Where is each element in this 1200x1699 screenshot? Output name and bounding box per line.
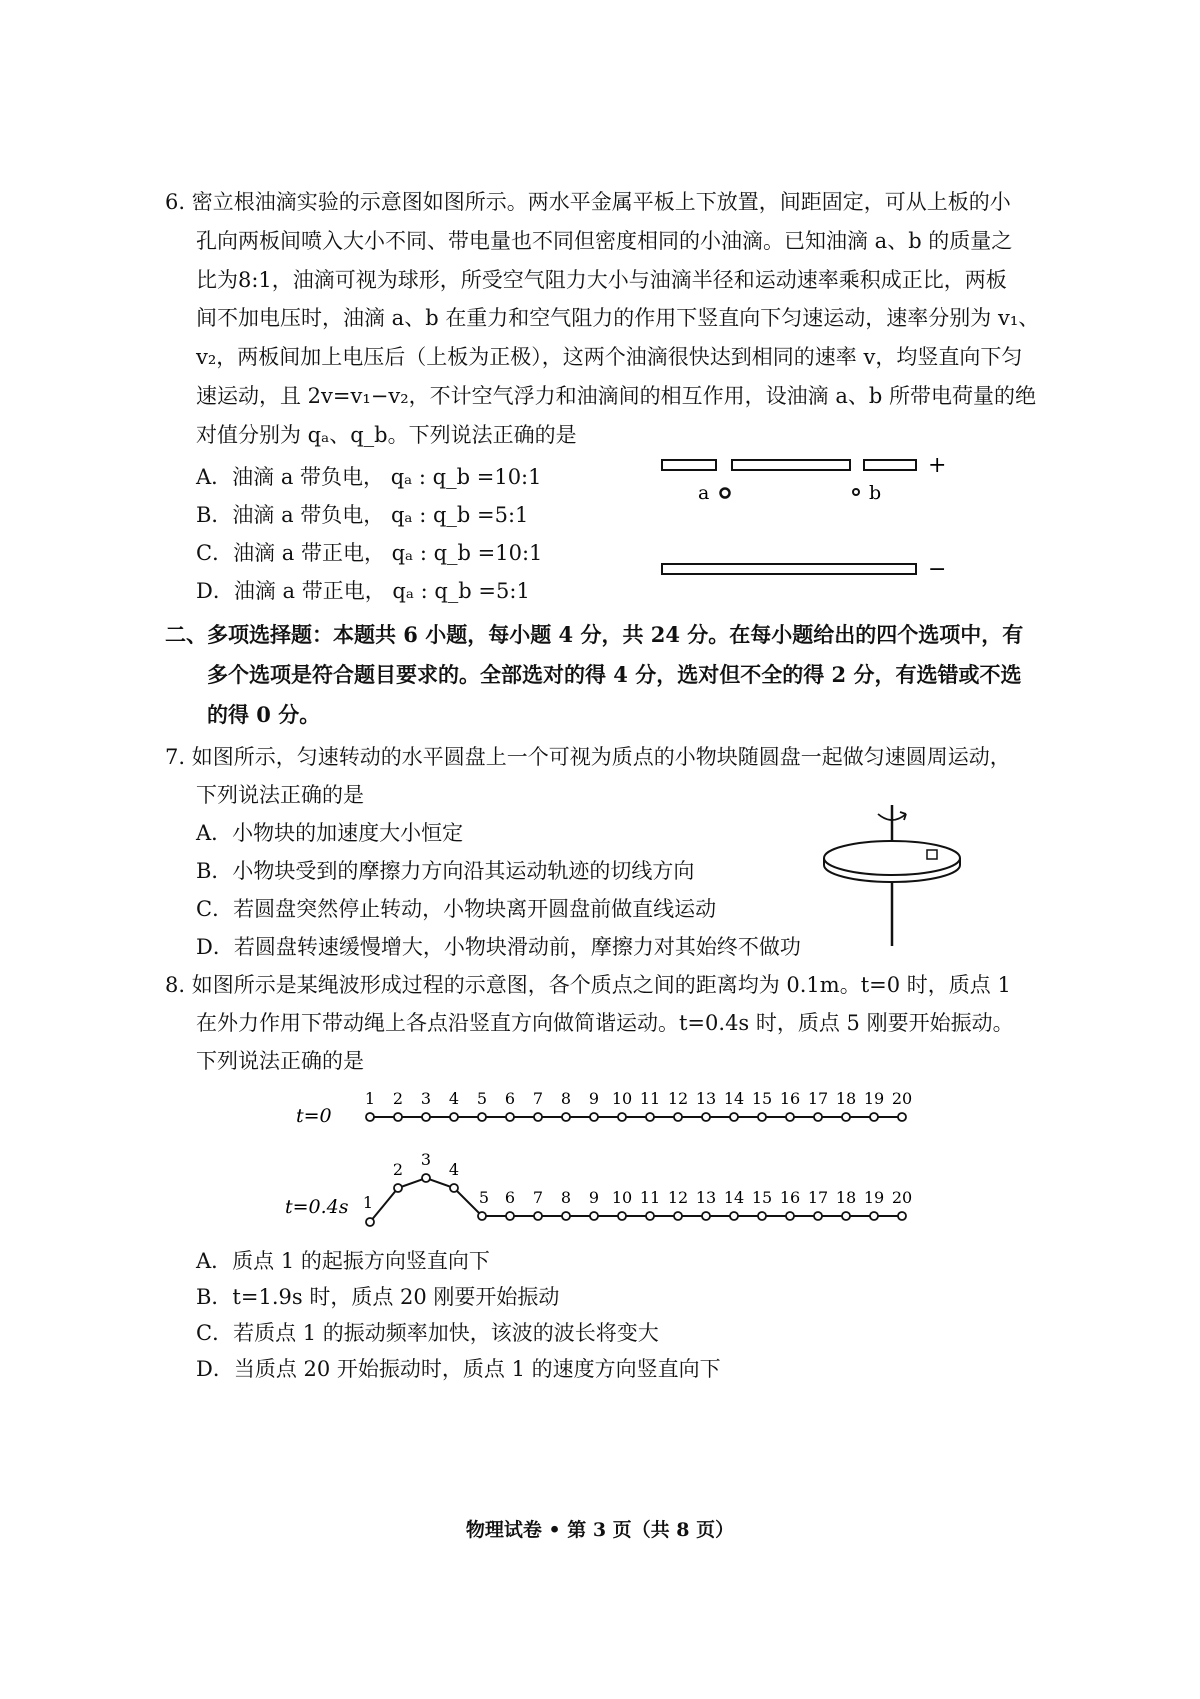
point-label-t0: 16 — [779, 1089, 801, 1108]
point-label-t04: 4 — [448, 1160, 460, 1179]
q8-line-1: 8. 如图所示是某绳波形成过程的示意图，各个质点之间的距离均为 0.1m。t=0 时，质点 1 — [165, 973, 1011, 997]
point-label-t0: 15 — [751, 1089, 773, 1108]
q6-option-b: B．油滴 a 带负电， qₐ : q_b =5:1 — [196, 503, 529, 527]
q6-option-c: C．油滴 a 带正电， qₐ : q_b =10:1 — [196, 541, 543, 565]
point-label-t04: 2 — [392, 1160, 404, 1179]
rope-point-t04 — [534, 1212, 542, 1220]
rope-point-t0 — [786, 1113, 794, 1121]
rope-row-t04 — [363, 1150, 912, 1226]
minus-sign: − — [928, 557, 947, 582]
rope-point-t04 — [898, 1212, 906, 1220]
point-label-t04: 13 — [695, 1188, 717, 1207]
q6-line-5: v₂，两板间加上电压后（上板为正极），这两个油滴很快达到相同的速率 v，均竖直向下匀 — [196, 345, 1023, 369]
point-label-t04: 10 — [611, 1188, 633, 1207]
point-label-t0: 7 — [532, 1089, 544, 1108]
rope-point-t0 — [562, 1113, 570, 1121]
section2-line-2: 多个选项是符合题目要求的。全部选对的得 4 分，选对但不全的得 2 分，有选错或不选 — [207, 662, 1022, 687]
rope-point-t0 — [534, 1113, 542, 1121]
point-label-t0: 5 — [476, 1089, 488, 1108]
rope-point-t0 — [422, 1113, 430, 1121]
rope-point-t04 — [394, 1184, 402, 1192]
q7-line-2: 下列说法正确的是 — [196, 783, 364, 807]
point-label-t04: 8 — [560, 1188, 572, 1207]
point-label-t04: 14 — [723, 1188, 745, 1207]
point-label-t04: 3 — [420, 1150, 432, 1169]
rope-point-t04 — [674, 1212, 682, 1220]
q8-option-d: D．当质点 20 开始振动时，质点 1 的速度方向竖直向下 — [196, 1357, 721, 1381]
point-label-t04: 18 — [835, 1188, 857, 1207]
q6-line-4: 间不加电压时，油滴 a、b 在重力和空气阻力的作用下竖直向下匀速运动，速率分别为 v₁、 — [196, 306, 1040, 330]
section2-line-1: 二、多项选择题：本题共 6 小题，每小题 4 分，共 24 分。在每小题给出的四个选项中，有 — [165, 622, 1024, 647]
point-label-t0: 10 — [611, 1089, 633, 1108]
rope-point-t04 — [450, 1184, 458, 1192]
rope-point-t04 — [562, 1212, 570, 1220]
row-t0-label: t=0 — [296, 1105, 332, 1127]
point-label-t0: 14 — [723, 1089, 745, 1108]
rope-point-t0 — [842, 1113, 850, 1121]
rope-point-t04 — [366, 1218, 374, 1226]
point-label-t0: 2 — [392, 1089, 404, 1108]
rope-point-t04 — [842, 1212, 850, 1220]
point-label-t0: 3 — [420, 1089, 432, 1108]
q7-option-b: B．小物块受到的摩擦力方向沿其运动轨迹的切线方向 — [196, 859, 695, 883]
point-label-t04: 16 — [779, 1188, 801, 1207]
rope-point-t04 — [618, 1212, 626, 1220]
rope-point-t04 — [758, 1212, 766, 1220]
rope-point-t0 — [730, 1113, 738, 1121]
point-label-t04: 20 — [891, 1188, 913, 1207]
plus-sign: + — [928, 453, 947, 478]
point-label-t0: 20 — [891, 1089, 913, 1108]
point-label-t04: 11 — [639, 1188, 661, 1207]
point-label-t04: 19 — [863, 1188, 885, 1207]
rope-point-t0 — [450, 1113, 458, 1121]
point-label-t0: 19 — [863, 1089, 885, 1108]
rope-point-t04 — [506, 1212, 514, 1220]
q6-option-a: A．油滴 a 带负电， qₐ : q_b =10:1 — [196, 465, 542, 489]
section2-line-3: 的得 0 分。 — [207, 702, 321, 727]
point-label-t0: 13 — [695, 1089, 717, 1108]
drop-a-label: a — [698, 482, 710, 504]
rope-point-t04 — [814, 1212, 822, 1220]
rope-point-t0 — [590, 1113, 598, 1121]
q6-option-d: D．油滴 a 带正电， qₐ : q_b =5:1 — [196, 579, 530, 603]
rope-point-t0 — [870, 1113, 878, 1121]
q6-line-1: 6. 密立根油滴实验的示意图如图所示。两水平金属平板上下放置，间距固定，可从上板的小 — [165, 190, 1011, 214]
q6-line-2: 孔向两板间喷入大小不同、带电量也不同但密度相同的小油滴。已知油滴 a、b 的质量之 — [196, 229, 1013, 253]
rope-point-t0 — [898, 1113, 906, 1121]
q7-option-c: C．若圆盘突然停止转动，小物块离开圆盘前做直线运动 — [196, 897, 717, 921]
rope-point-t04 — [422, 1174, 430, 1182]
page-footer: 物理试卷 • 第 3 页（共 8 页） — [465, 1519, 735, 1541]
q7-option-d: D．若圆盘转速缓慢增大，小物块滑动前，摩擦力对其始终不做功 — [196, 935, 801, 959]
rope-point-t04 — [870, 1212, 878, 1220]
rope-point-t0 — [702, 1113, 710, 1121]
point-label-t0: 6 — [504, 1089, 516, 1108]
point-label-t0: 18 — [835, 1089, 857, 1108]
rope-point-t0 — [758, 1113, 766, 1121]
q8-line-2: 在外力作用下带动绳上各点沿竖直方向做简谐运动。t=0.4s 时，质点 5 刚要开始振动。 — [196, 1011, 1014, 1035]
point-label-t0: 11 — [639, 1089, 661, 1108]
point-label-t04: 17 — [807, 1188, 829, 1207]
point-label-t0: 4 — [448, 1089, 460, 1108]
point-label-t0: 9 — [588, 1089, 600, 1108]
q8-option-b: B．t=1.9s 时，质点 20 刚要开始振动 — [196, 1285, 560, 1309]
drop-b-label: b — [869, 482, 882, 504]
point-label-t04: 1 — [362, 1193, 374, 1212]
point-label-t04: 6 — [504, 1188, 516, 1207]
rope-point-t04 — [478, 1212, 486, 1220]
rope-point-t0 — [618, 1113, 626, 1121]
point-label-t0: 17 — [807, 1089, 829, 1108]
q6-line-3: 比为8:1，油滴可视为球形，所受空气阻力大小与油滴半径和运动速率乘积成正比，两板 — [196, 268, 1007, 292]
q8-line-3: 下列说法正确的是 — [196, 1049, 364, 1073]
rope-point-t0 — [506, 1113, 514, 1121]
point-label-t04: 5 — [478, 1188, 490, 1207]
q7-option-a: A．小物块的加速度大小恒定 — [196, 821, 464, 845]
q6-line-7: 对值分别为 qₐ、q_b。下列说法正确的是 — [196, 423, 577, 447]
point-label-t0: 8 — [560, 1089, 572, 1108]
point-label-t04: 12 — [667, 1188, 689, 1207]
rope-point-t04 — [730, 1212, 738, 1220]
q8-option-a: A．质点 1 的起振方向竖直向下 — [196, 1249, 490, 1273]
rope-point-t0 — [674, 1113, 682, 1121]
point-label-t0: 12 — [667, 1089, 689, 1108]
point-label-t04: 15 — [751, 1188, 773, 1207]
point-label-t0: 1 — [364, 1089, 376, 1108]
rope-row-t0 — [365, 1089, 912, 1121]
q6-line-6: 速运动，且 2v=v₁−v₂，不计空气浮力和油滴间的相互作用，设油滴 a、b 所带电荷量的绝 — [196, 384, 1036, 408]
rope-point-t0 — [478, 1113, 486, 1121]
point-label-t04: 7 — [532, 1188, 544, 1207]
q8-option-c: C．若质点 1 的振动频率加快，该波的波长将变大 — [196, 1321, 659, 1345]
rope-point-t04 — [786, 1212, 794, 1220]
rope-point-t04 — [702, 1212, 710, 1220]
point-label-t04: 9 — [588, 1188, 600, 1207]
rope-point-t0 — [646, 1113, 654, 1121]
rope-point-t0 — [366, 1113, 374, 1121]
rope-point-t04 — [646, 1212, 654, 1220]
rope-point-t04 — [590, 1212, 598, 1220]
q7-line-1: 7. 如图所示，匀速转动的水平圆盘上一个可视为质点的小物块随圆盘一起做匀速圆周运动， — [165, 745, 1011, 769]
row-t04-label: t=0.4s — [285, 1196, 349, 1218]
rope-point-t0 — [814, 1113, 822, 1121]
rope-point-t0 — [394, 1113, 402, 1121]
